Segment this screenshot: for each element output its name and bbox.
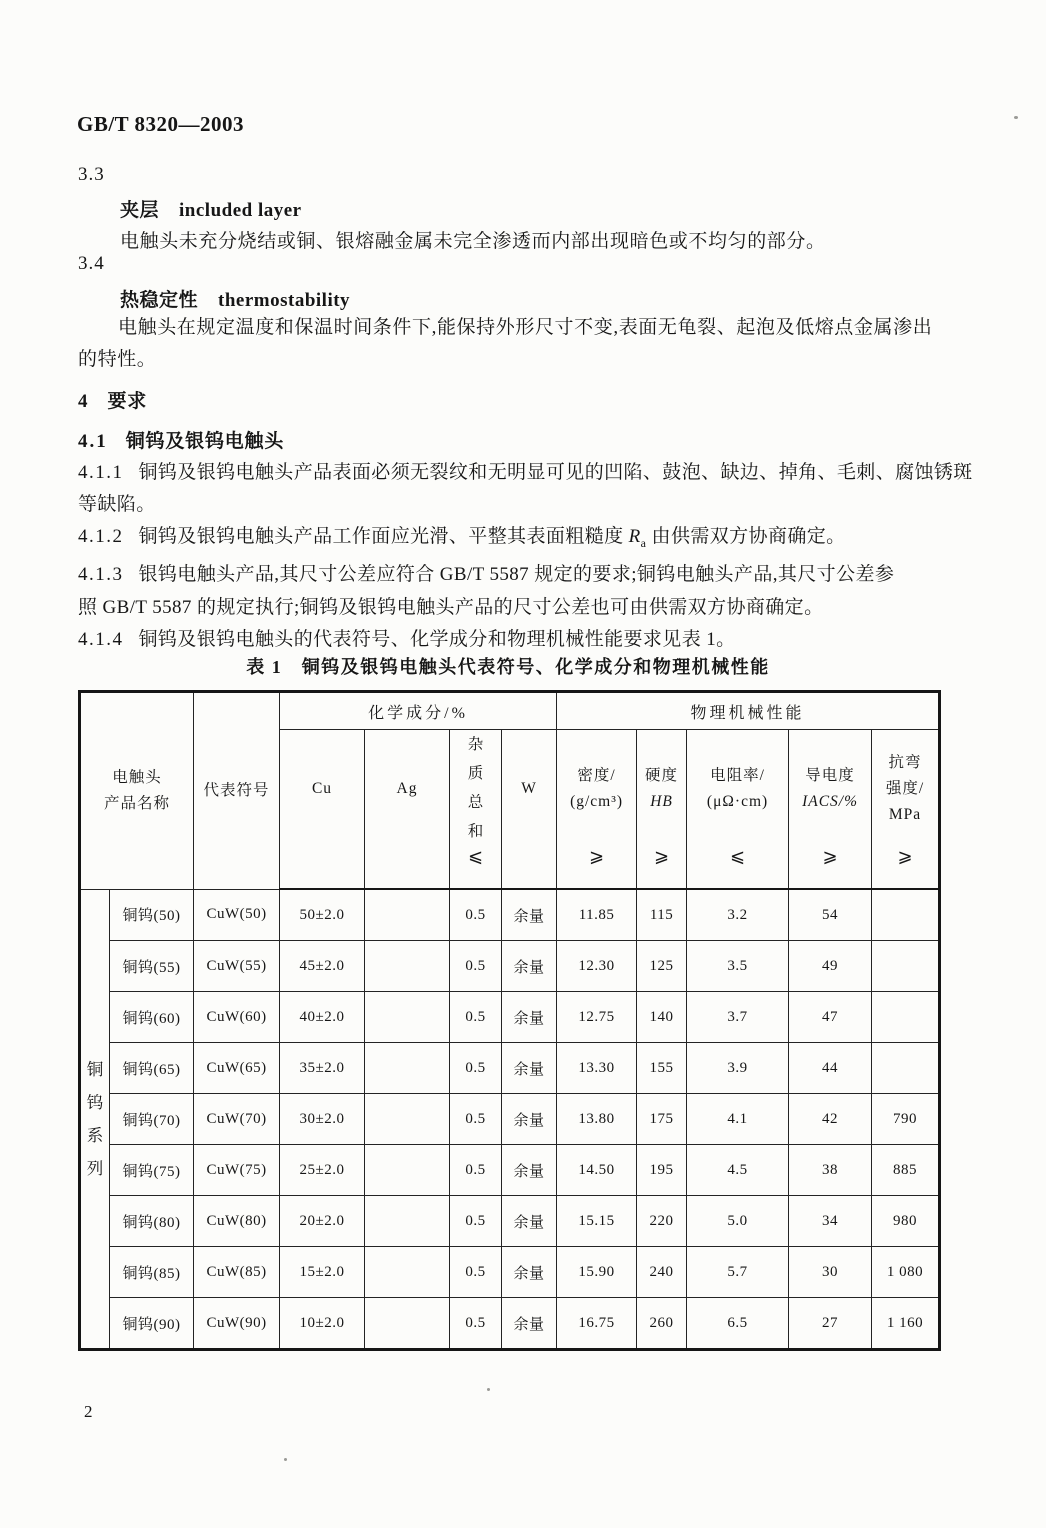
table-cell: 15±2.0 — [280, 1247, 365, 1298]
table-cell: 15.15 — [557, 1196, 637, 1247]
series-label-vertical: 铜钨系列 — [86, 1059, 104, 1178]
item-text-line-2: 等缺陷。 — [78, 494, 156, 516]
table-cell: 34 — [789, 1196, 872, 1247]
table-cell: 4.1 — [687, 1094, 789, 1145]
table-cell: 0.5 — [450, 889, 502, 941]
section-3-4-number: 3.4 — [78, 253, 105, 274]
table-cell: 余量 — [502, 1196, 557, 1247]
table-cell — [365, 1043, 450, 1094]
table-cell: 0.5 — [450, 1298, 502, 1350]
greater-equal-symbol: ⩾ — [897, 846, 913, 866]
table-cell: 5.0 — [687, 1196, 789, 1247]
table-cell: 260 — [637, 1298, 687, 1350]
table-cell — [365, 1145, 450, 1196]
table-cell — [365, 1298, 450, 1350]
table-cell: 铜钨(55) — [110, 941, 194, 992]
table-cell: 44 — [789, 1043, 872, 1094]
term-cn: 夹层 — [120, 200, 160, 221]
clause-4-heading — [78, 386, 147, 413]
table-cell: 余量 — [502, 941, 557, 992]
col-w: W — [502, 730, 557, 890]
table-cell: 余量 — [502, 889, 557, 941]
table-cell: CuW(50) — [194, 889, 280, 941]
table-cell: 余量 — [502, 1094, 557, 1145]
table-cell: 铜钨(80) — [110, 1196, 194, 1247]
less-equal-symbol: ⩽ — [730, 846, 746, 866]
table-cell: 余量 — [502, 1298, 557, 1350]
scan-speck — [284, 1458, 287, 1461]
less-equal-symbol: ⩽ — [467, 846, 484, 866]
table-cell: 47 — [789, 992, 872, 1043]
table-cell — [365, 1247, 450, 1298]
definition-line-1: 电触头在规定温度和保温时间条件下,能保持外形尺寸不变,表面无龟裂、起泡及低熔点金属渗出 — [118, 317, 933, 338]
table-cell: 40±2.0 — [280, 992, 365, 1043]
term-cn: 热稳定性 — [120, 290, 199, 311]
table-cell: 余量 — [502, 1247, 557, 1298]
definition-3-3: 电触头未充分烧结或铜、银熔融金属未完全渗透而内部出现暗色或不均匀的部分。 — [120, 231, 826, 252]
table-cell: CuW(75) — [194, 1145, 280, 1196]
table-cell: CuW(60) — [194, 992, 280, 1043]
clause-4-1-1 — [78, 457, 974, 521]
col-cu: Cu — [280, 730, 365, 890]
table-1-caption: 表 1 铜钨及银钨电触头代表符号、化学成分和物理机械性能 — [246, 657, 770, 677]
table-cell: 42 — [789, 1094, 872, 1145]
table-cell: 3.5 — [687, 941, 789, 992]
item-text-line-1: 银钨电触头产品,其尺寸公差应符合 GB/T 5587 规定的要求;铜钨电触头产品,其尺寸公差参 — [138, 564, 895, 586]
group-chemical-composition: 化学成分/% — [280, 692, 557, 730]
table-cell: 1 080 — [872, 1247, 940, 1298]
table-cell: 铜钨(65) — [110, 1043, 194, 1094]
table-cell: CuW(70) — [194, 1094, 280, 1145]
table-cell: 铜钨(85) — [110, 1247, 194, 1298]
table-cell: 27 — [789, 1298, 872, 1350]
table-row — [80, 992, 940, 1043]
table-cell — [872, 1043, 940, 1094]
greater-equal-symbol: ⩾ — [589, 846, 605, 866]
table-cell: 0.5 — [450, 1145, 502, 1196]
impurity-label-vertical: 杂质总和 — [467, 736, 484, 840]
greater-equal-symbol: ⩾ — [654, 846, 670, 866]
item-number: 4.1.1 — [78, 462, 124, 483]
table-cell: 铜钨(70) — [110, 1094, 194, 1145]
scan-speck — [1014, 116, 1018, 119]
table-cell: 38 — [789, 1145, 872, 1196]
table-row — [80, 1094, 940, 1145]
table-cell: 175 — [637, 1094, 687, 1145]
table-cell: 0.5 — [450, 1094, 502, 1145]
clause-4-1-heading — [78, 426, 284, 453]
table-cell: 980 — [872, 1196, 940, 1247]
col-resistivity: 电阻率/ (μΩ·cm) ⩽ — [687, 730, 789, 890]
col-density: 密度/ (g/cm³) ⩾ — [557, 730, 637, 890]
table-cell: 49 — [789, 941, 872, 992]
table-cell: 30 — [789, 1247, 872, 1298]
table-cell: CuW(80) — [194, 1196, 280, 1247]
term-en: thermostability — [218, 290, 351, 311]
table-cell: 30±2.0 — [280, 1094, 365, 1145]
col-product-name-line-2: 产品名称 — [104, 794, 171, 812]
clause-number: 4.1 — [78, 431, 108, 452]
section-3-3-number: 3.3 — [78, 164, 105, 185]
symbol-Ra: R — [628, 526, 641, 548]
col-impurity-total — [450, 730, 502, 890]
series-label-cell — [80, 889, 110, 1350]
term-thermostability — [120, 285, 350, 312]
table-cell — [365, 941, 450, 992]
table-cell — [872, 889, 940, 941]
definition-3-4 — [78, 312, 972, 376]
table-row — [80, 1145, 940, 1196]
table-cell: 余量 — [502, 1145, 557, 1196]
table-cell: 20±2.0 — [280, 1196, 365, 1247]
table-cell: CuW(90) — [194, 1298, 280, 1350]
table-cell: 13.80 — [557, 1094, 637, 1145]
item-text: 铜钨及银钨电触头的代表符号、化学成分和物理机械性能要求见表 1。 — [138, 628, 736, 650]
table-cell: 0.5 — [450, 1196, 502, 1247]
table-cell: 铜钨(90) — [110, 1298, 194, 1350]
table-cell — [365, 992, 450, 1043]
table-cell: 790 — [872, 1094, 940, 1145]
table-cell: 220 — [637, 1196, 687, 1247]
item-number: 4.1.2 — [78, 526, 124, 548]
table-row — [80, 1247, 940, 1298]
table-cell: 0.5 — [450, 992, 502, 1043]
table-cell: 14.50 — [557, 1145, 637, 1196]
table-cell: 50±2.0 — [280, 889, 365, 941]
table-cell: CuW(55) — [194, 941, 280, 992]
table-cell: CuW(65) — [194, 1043, 280, 1094]
table-cell: 12.75 — [557, 992, 637, 1043]
table-cell: 1 160 — [872, 1298, 940, 1350]
col-conductivity: 导电度 IACS/% ⩾ — [789, 730, 872, 890]
clause-title: 铜钨及银钨电触头 — [125, 431, 285, 452]
table-cell: 5.7 — [687, 1247, 789, 1298]
clause-4-1-2 — [78, 521, 974, 559]
col-product-name — [80, 692, 194, 890]
table-cell: 11.85 — [557, 889, 637, 941]
table-row — [80, 1298, 940, 1350]
definition-line-2: 的特性。 — [78, 349, 157, 370]
clause-4-1-items — [78, 457, 974, 656]
col-hardness: 硬度 HB ⩾ — [637, 730, 687, 890]
table-row — [80, 941, 940, 992]
table-cell: 3.7 — [687, 992, 789, 1043]
standard-number: GB/T 8320—2003 — [77, 112, 245, 136]
table-cell: 4.5 — [687, 1145, 789, 1196]
table-cell — [872, 941, 940, 992]
table-cell — [365, 889, 450, 941]
table-row — [80, 1196, 940, 1247]
greater-equal-symbol: ⩾ — [822, 846, 838, 866]
table-cell: 35±2.0 — [280, 1043, 365, 1094]
clause-4-1-4 — [78, 624, 974, 656]
item-text-line-2: 照 GB/T 5587 的规定执行;铜钨及银钨电触头产品的尺寸公差也可由供需双方协商确定。 — [78, 596, 824, 618]
col-ag: Ag — [365, 730, 450, 890]
table-cell: 铜钨(75) — [110, 1145, 194, 1196]
table-cell: 195 — [637, 1145, 687, 1196]
table-cell: 3.9 — [687, 1043, 789, 1094]
table-cell: 0.5 — [450, 1247, 502, 1298]
col-symbol: 代表符号 — [194, 692, 280, 890]
table-cell: CuW(85) — [194, 1247, 280, 1298]
term-included-layer — [120, 195, 302, 222]
table-cell — [365, 1094, 450, 1145]
table-cell — [365, 1196, 450, 1247]
table-row — [80, 889, 940, 941]
item-number: 4.1.4 — [78, 628, 124, 650]
table-cell: 885 — [872, 1145, 940, 1196]
table-cell: 240 — [637, 1247, 687, 1298]
table-cell — [872, 992, 940, 1043]
item-text-line-1: 铜钨及银钨电触头产品表面必须无裂纹和无明显可见的凹陷、鼓泡、缺边、掉角、毛刺、腐蚀锈斑 — [138, 462, 973, 483]
col-bending-strength: 抗弯 强度/ MPa ⩾ — [872, 730, 940, 890]
table-cell: 铜钨(60) — [110, 992, 194, 1043]
table-cell: 15.90 — [557, 1247, 637, 1298]
symbol-Ra-subscript: a — [640, 536, 647, 551]
clause-title: 要求 — [107, 391, 148, 412]
table-cell: 余量 — [502, 992, 557, 1043]
table-cell: 13.30 — [557, 1043, 637, 1094]
table-cell: 45±2.0 — [280, 941, 365, 992]
table-row — [80, 1043, 940, 1094]
item-number: 4.1.3 — [78, 564, 124, 586]
table-cell: 16.75 — [557, 1298, 637, 1350]
table-cell: 余量 — [502, 1043, 557, 1094]
table-cell: 25±2.0 — [280, 1145, 365, 1196]
table-cell: 3.2 — [687, 889, 789, 941]
table-1 — [78, 690, 941, 1351]
table-cell: 155 — [637, 1043, 687, 1094]
page-number: 2 — [84, 1402, 93, 1421]
item-text: 由供需双方协商确定。 — [646, 526, 846, 548]
term-en: included layer — [179, 200, 302, 221]
table-cell: 0.5 — [450, 1043, 502, 1094]
table-cell: 0.5 — [450, 941, 502, 992]
table-cell: 6.5 — [687, 1298, 789, 1350]
clause-4-1-3 — [78, 559, 974, 623]
table-cell: 12.30 — [557, 941, 637, 992]
table-cell: 54 — [789, 889, 872, 941]
table-cell: 140 — [637, 992, 687, 1043]
item-text: 铜钨及银钨电触头产品工作面应光滑、平整其表面粗糙度 — [138, 526, 629, 548]
table-cell: 10±2.0 — [280, 1298, 365, 1350]
table-cell: 115 — [637, 889, 687, 941]
scan-speck — [487, 1388, 490, 1391]
group-physical-mechanical: 物理机械性能 — [557, 692, 940, 730]
col-product-name-line-1: 电触头 — [112, 768, 162, 786]
clause-number: 4 — [78, 391, 90, 412]
table-cell: 125 — [637, 941, 687, 992]
table-cell: 铜钨(50) — [110, 889, 194, 941]
